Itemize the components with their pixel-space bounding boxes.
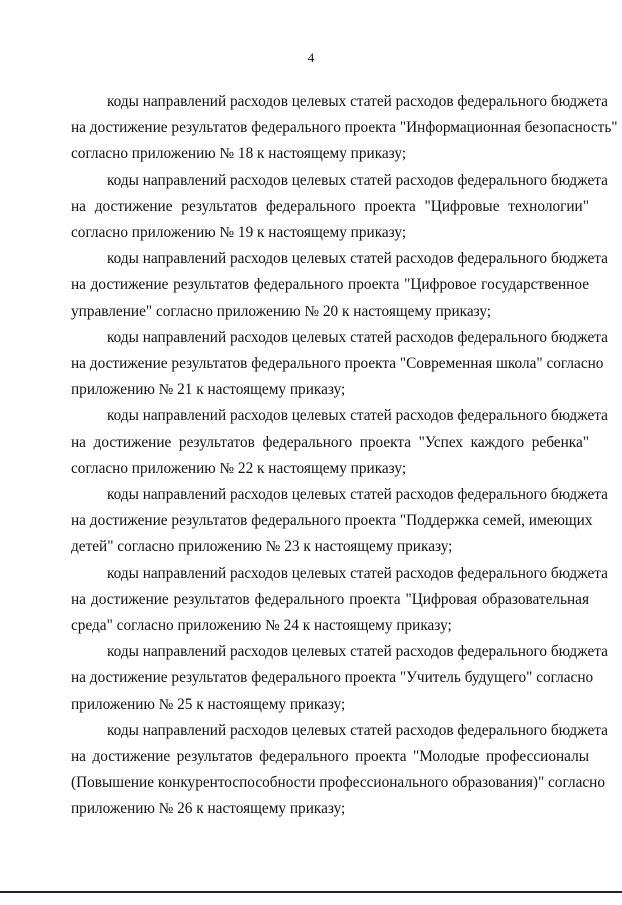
paragraph-line: на достижение результатов федерального проекта "Информационная безопасность"	[71, 119, 618, 137]
paragraph-line: на достижение результатов федерального проекта "Молодые профессионалы	[71, 748, 589, 766]
paragraph	[71, 89, 618, 168]
paragraph-line: на достижение результатов федерального проекта "Поддержка семей, имеющих	[71, 512, 593, 530]
paragraph-line: коды направлений расходов целевых статей расходов федерального бюджета	[107, 328, 608, 346]
paragraph	[71, 246, 608, 325]
paragraph-line: коды направлений расходов целевых статей расходов федерального бюджета	[107, 486, 608, 504]
paragraph	[71, 168, 608, 247]
bottom-scan-edge	[0, 891, 622, 893]
paragraph-line: на достижение результатов федерального проекта "Цифровая образовательная	[71, 590, 589, 608]
paragraph	[71, 403, 608, 482]
paragraph	[71, 639, 608, 718]
paragraph	[71, 561, 608, 640]
paragraph-line: согласно приложению № 19 к настоящему приказу;	[71, 224, 407, 242]
paragraph-line: на достижение результатов федерального проекта "Успех каждого ребенка"	[71, 433, 589, 451]
paragraph-line: согласно приложению № 18 к настоящему приказу;	[71, 145, 407, 163]
paragraph-line: коды направлений расходов целевых статей расходов федерального бюджета	[107, 171, 608, 189]
paragraph	[71, 718, 608, 823]
paragraph-line: приложению № 26 к настоящему приказу;	[71, 800, 346, 818]
paragraph-line: среда" согласно приложению № 24 к настоящему приказу;	[71, 617, 452, 635]
paragraph-line: коды направлений расходов целевых статей расходов федерального бюджета	[107, 407, 608, 425]
paragraph-line: коды направлений расходов целевых статей расходов федерального бюджета	[107, 250, 608, 268]
paragraph-line: приложению № 25 к настоящему приказу;	[71, 695, 346, 713]
paragraph-line: на достижение результатов федерального проекта "Цифровые технологии"	[71, 197, 589, 215]
paragraph-line: детей" согласно приложению № 23 к настоящему приказу;	[71, 538, 453, 556]
paragraph	[71, 325, 608, 404]
paragraph-line: (Повышение конкурентоспособности профессионального образования)" согласно	[71, 774, 605, 792]
paragraph	[71, 482, 608, 561]
paragraph-line: на достижение результатов федерального проекта "Цифровое государственное	[71, 276, 589, 294]
paragraph-line: коды направлений расходов целевых статей расходов федерального бюджета	[107, 564, 608, 582]
paragraph-line: на достижение результатов федерального проекта "Современная школа" согласно	[71, 355, 604, 373]
paragraph-line: коды направлений расходов целевых статей расходов федерального бюджета	[107, 93, 608, 110]
paragraph-line: на достижение результатов федерального проекта "Учитель будущего" согласно	[71, 669, 594, 687]
body-text	[71, 89, 618, 823]
paragraph-line: приложению № 21 к настоящему приказу;	[71, 381, 346, 399]
page-number: 4	[307, 50, 315, 65]
paragraph-line: коды направлений расходов целевых статей расходов федерального бюджета	[107, 721, 608, 739]
paragraph-line: коды направлений расходов целевых статей расходов федерального бюджета	[107, 643, 608, 661]
paragraph-line: согласно приложению № 22 к настоящему приказу;	[71, 459, 407, 477]
paragraph-line: управление" согласно приложению № 20 к настоящему приказу;	[71, 302, 492, 320]
